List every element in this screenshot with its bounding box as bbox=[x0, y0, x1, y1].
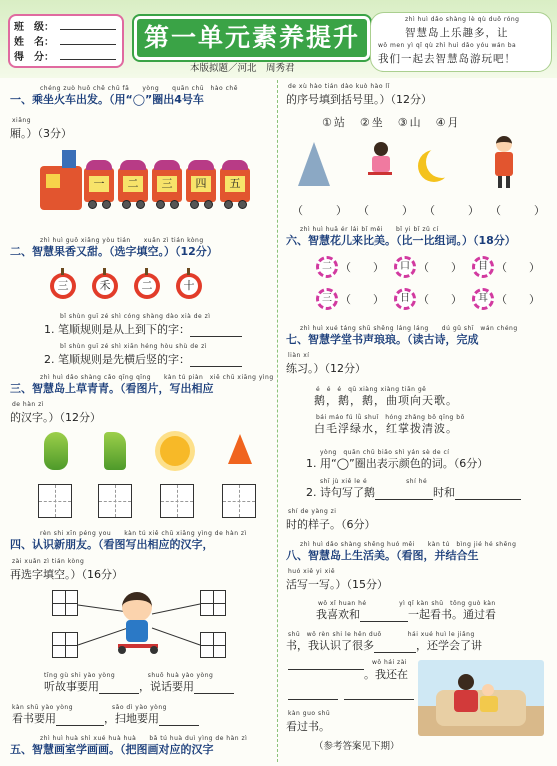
q7-answer-1[interactable] bbox=[375, 489, 433, 500]
flower-1-1: 二 bbox=[316, 256, 338, 278]
question-4: 四、认识新朋友。（看图写出相应的汉字， bbox=[10, 538, 214, 551]
bubble-line-1: 智慧岛上乐趣多，让 bbox=[405, 27, 509, 39]
bubble-pinyin-1: zhì huì dǎo shàng lè qù duō róng bbox=[405, 16, 520, 23]
question-7: 七、智慧学堂书声琅琅。（读古诗，完成 bbox=[286, 333, 479, 346]
poem-pinyin-1: é é é qū xiàng xiàng tiān gē bbox=[316, 386, 427, 393]
q4-pinyin-b: zài xuǎn zì tián kòng bbox=[12, 558, 85, 565]
flower-1-2: 口 bbox=[394, 256, 416, 278]
question-2: 二、智慧果香又甜。（选字填空。）（12分） bbox=[10, 245, 218, 258]
flower-2-1: 三 bbox=[316, 288, 338, 310]
scooter-wheel-left bbox=[118, 646, 126, 654]
sitting-girl-illustration bbox=[366, 142, 394, 186]
q8-line-3: 。我还在 bbox=[364, 668, 408, 681]
column-divider bbox=[277, 80, 278, 762]
flower-answer-2-1[interactable]: （ ） bbox=[340, 293, 384, 306]
apple-label: 三 bbox=[54, 277, 72, 295]
q2-line-2: 2. 笔顺规则是先横后竖的字： bbox=[44, 351, 242, 367]
q8-l3-pinyin: wǒ hái zài bbox=[372, 659, 408, 666]
q8-line-1: 我喜欢和 一起看书。通过看 bbox=[316, 608, 496, 621]
q4-answer-1[interactable] bbox=[99, 683, 139, 694]
question-1-cont: 厢。）（3分） bbox=[10, 127, 72, 140]
q8-l2-pinyin: shū wǒ rèn shi le hěn duō hái xué huì le jiǎng bbox=[288, 631, 475, 638]
q8-answer-1[interactable] bbox=[360, 611, 408, 622]
scooter-wheel-right bbox=[150, 646, 158, 654]
apple-label: 十 bbox=[180, 277, 198, 295]
train-car-label: 三 bbox=[157, 176, 177, 192]
q3-pinyin: zhì huì dǎo shàng cǎo qīng qīng kàn tú piàn xiě chū xiāng yìng bbox=[40, 374, 274, 381]
q8-l1-pinyin: wǒ xǐ huan hé yì qǐ kàn shū tōng guò kàn bbox=[318, 600, 496, 607]
q7-l3-pinyin: shí de yàng zi bbox=[288, 508, 337, 515]
flower-1-3: 目 bbox=[472, 256, 494, 278]
train-car-label: 五 bbox=[225, 176, 245, 192]
score-label: 得 分： bbox=[14, 52, 54, 63]
flower-answer-1-1[interactable]: （ ） bbox=[340, 261, 384, 274]
q7-line-1: 1. 用“◯”圈出表示颜色的词。（6分） bbox=[306, 457, 489, 470]
q8-answer-5[interactable] bbox=[344, 699, 414, 700]
name-label: 姓 名： bbox=[14, 37, 54, 48]
q2-line-1: 1. 笔顺规则是从上到下的字： bbox=[44, 321, 242, 337]
question-7-cont: 练习。）（12分） bbox=[286, 362, 366, 375]
q3-pinyin-b: de hàn zì bbox=[12, 401, 44, 408]
poem-line-1: 鹅，鹅，鹅，曲项向天歌。 bbox=[314, 394, 458, 407]
flower-answer-2-3[interactable]: （ ） bbox=[496, 293, 540, 306]
q4-pinyin: rèn shi xīn péng you kàn tú xiě chū xiāng yìng de hàn zì bbox=[40, 530, 247, 537]
bubble-line-2: 我们一起去智慧岛游玩吧！ bbox=[378, 53, 516, 65]
flower-answer-2-2[interactable]: （ ） bbox=[418, 293, 462, 306]
q6-pinyin: zhì huì huā ér lái bǐ měi bǐ yi bǐ zǔ cí bbox=[300, 226, 439, 233]
q8-l5-pinyin: kàn guo shū bbox=[288, 710, 331, 717]
q1-pinyin-b: xiāng bbox=[12, 117, 32, 124]
q4-answer-2[interactable] bbox=[194, 683, 234, 694]
train-car-label: 一 bbox=[89, 176, 109, 192]
class-label: 班 级： bbox=[14, 22, 54, 33]
q7-line-3: 时的样子。（6分） bbox=[286, 518, 376, 531]
q4-l2-pinyin: kàn shū yào yòng sǎo dì yào yòng bbox=[12, 704, 167, 711]
apple-label: 二 bbox=[138, 277, 156, 295]
flower-2-3: 耳 bbox=[472, 288, 494, 310]
bubble-pinyin-2: wǒ men yì qǐ qù zhì huì dǎo yóu wán ba bbox=[378, 42, 517, 49]
q7-l2-pinyin: shī jù xiě le é shí hé bbox=[320, 478, 428, 485]
reading-illustration bbox=[418, 660, 544, 736]
apple-label: 禾 bbox=[96, 277, 114, 295]
train-car-label: 二 bbox=[123, 176, 143, 192]
q8-answer-3[interactable] bbox=[288, 669, 364, 670]
question-8: 八、智慧岛上生活美。（看图，并结合生 bbox=[286, 549, 479, 562]
page-subtitle: 本版拟题／河北 周秀君 bbox=[190, 63, 295, 74]
q2-l2-pinyin: bǐ shùn guī zé shì xiān héng hòu shù de zì bbox=[60, 343, 207, 350]
question-4-cont: 再选字填空。）（16分） bbox=[10, 568, 123, 581]
q2-l1-pinyin: bǐ shùn guī zé shì cóng shàng dào xià de zì bbox=[60, 313, 211, 320]
q5-options: ①站 ②坐 ③山 ④月 bbox=[322, 116, 461, 129]
q2-pinyin: zhì huì guǒ xiāng yòu tián xuǎn zì tián kòng bbox=[40, 237, 204, 244]
q4-answer-4[interactable] bbox=[159, 715, 199, 726]
poem-line-2: 白毛浮绿水，红掌拨清波。 bbox=[314, 422, 458, 435]
q4-connector-lines bbox=[0, 0, 277, 766]
q5-pinyin: zhì huì huà shì xué huà huà bǎ tú huà duì yìng de hàn zì bbox=[40, 735, 248, 742]
question-3-cont: 的汉字。）（12分） bbox=[10, 411, 101, 424]
flower-2-2: 日 bbox=[394, 288, 416, 310]
q8-line-2: 书，我认识了很多 ，还学会了讲 bbox=[286, 639, 482, 652]
q1-pinyin: chéng zuò huǒ chē chū fā yòng quān chū hào chē bbox=[40, 85, 238, 92]
flower-answer-1-3[interactable]: （ ） bbox=[496, 261, 540, 274]
question-8-cont: 活写一写。）（15分） bbox=[286, 578, 388, 591]
boy-body bbox=[126, 620, 148, 642]
answer-note: （参考答案见下期） bbox=[314, 741, 400, 752]
moon-illustration bbox=[426, 146, 458, 178]
question-1: 一、乘坐火车出发。（用“◯”圈出4号车 bbox=[10, 93, 204, 106]
question-5-cont: 的序号填到括号里。）（12分） bbox=[286, 93, 432, 106]
q7-line-2: 2. 诗句写了鹅 时和 bbox=[306, 484, 521, 500]
q7-l1-pinyin: yòng quān chū biǎo shì yán sè de cí bbox=[320, 449, 450, 456]
q8-pinyin: zhì huì dǎo shàng shēng huó měi kàn tú bìng jié hé shēng bbox=[300, 541, 517, 548]
standing-girl-illustration bbox=[492, 136, 516, 190]
boy-head bbox=[122, 592, 152, 622]
q8-line-5: 看过书。 bbox=[286, 720, 330, 733]
q7-answer-2[interactable] bbox=[455, 489, 521, 500]
question-5: 五、智慧画室学画画。（把图画对应的汉字 bbox=[10, 743, 214, 756]
question-6: 六、智慧花儿来比美。（比一比组词。）（18分） bbox=[286, 234, 516, 247]
q4-line-1: 听故事要用 ，说话要用 bbox=[44, 678, 234, 694]
q8-pinyin-b: huó xiě yi xiě bbox=[288, 568, 336, 575]
q5c-pinyin: de xù hào tián dào kuò hào lǐ bbox=[288, 83, 390, 90]
q7-pinyin-b: liàn xí bbox=[288, 352, 310, 359]
q4-line-2: 看书要用 ，扫地要用 bbox=[12, 710, 199, 726]
q8-answer-2[interactable] bbox=[374, 642, 416, 653]
q5-answer-parens[interactable]: （ ） （ ） （ ） （ ） bbox=[292, 204, 545, 217]
flower-answer-1-2[interactable]: （ ） bbox=[418, 261, 462, 274]
q7-pinyin: zhì huì xué táng shū shēng láng láng dú gǔ shī wán chéng bbox=[300, 325, 518, 332]
mountain-illustration bbox=[298, 142, 330, 186]
question-3: 三、智慧岛上草青青。（看图片，写出相应 bbox=[10, 382, 214, 395]
poem-pinyin-2: bái máo fú lǜ shuǐ hóng zhǎng bō qīng bō bbox=[316, 414, 465, 421]
q4-answer-3[interactable] bbox=[56, 715, 104, 726]
train-car-label: 四 bbox=[191, 176, 211, 192]
q4-l1-pinyin: tīng gù shi yào yòng shuō huà yào yòng bbox=[44, 672, 214, 679]
page-title: 第一单元素养提升 bbox=[143, 23, 360, 52]
q8-answer-4[interactable] bbox=[288, 699, 338, 700]
